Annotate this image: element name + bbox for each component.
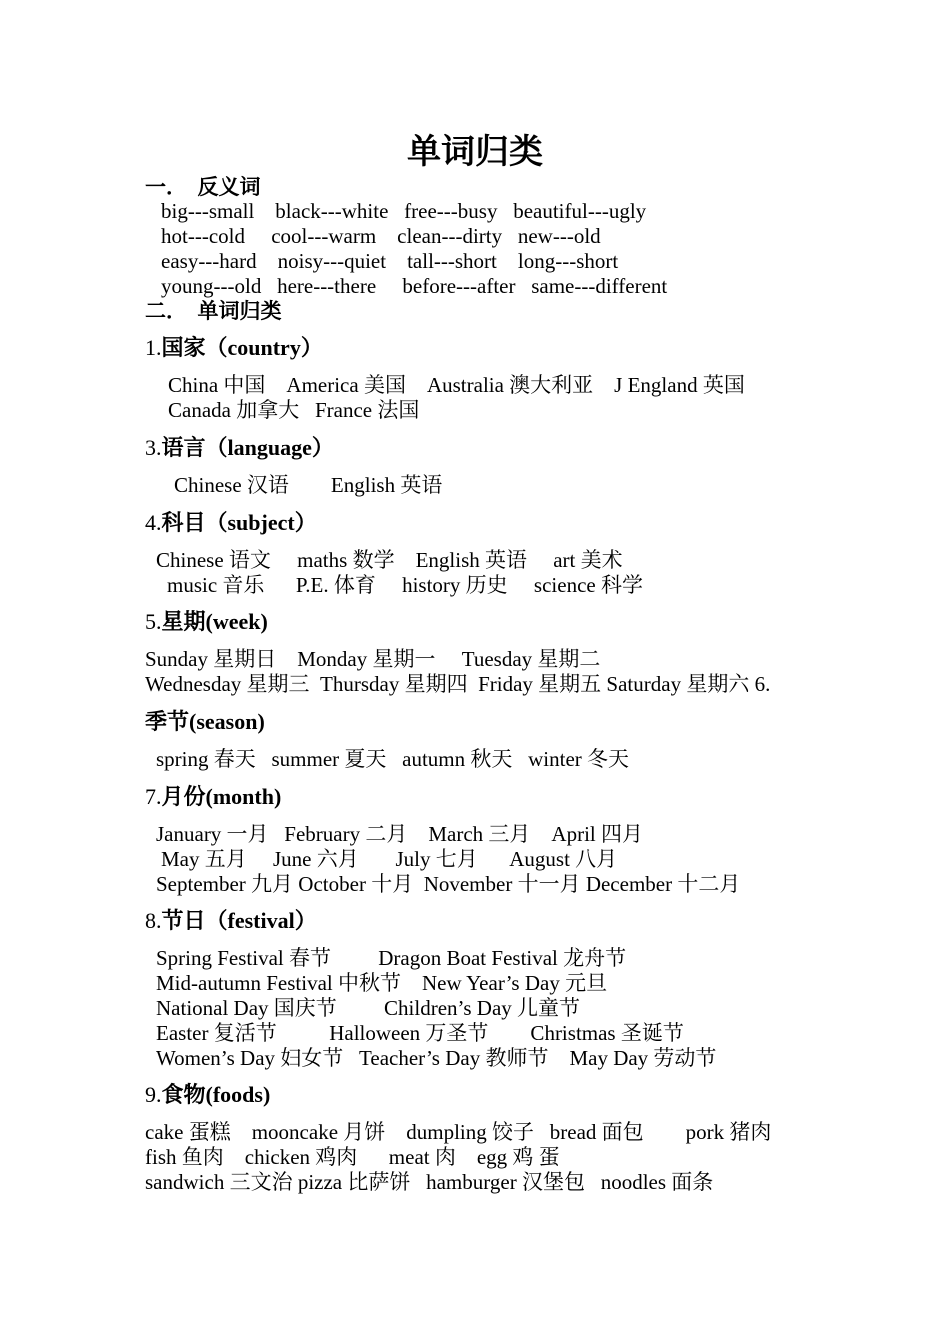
word-line: Chinese 汉语 English 英语 (174, 473, 443, 497)
word-line: Women’s Day 妇女节 Teacher’s Day 教师节 May Day 劳动节 (156, 1046, 717, 1070)
section-heading-season (145, 708, 265, 736)
section-number: 9. (145, 1082, 162, 1107)
section-title: 食物(foods) (161, 1082, 271, 1107)
word-line: fish 鱼肉 chicken 鸡肉 meat 肉 egg 鸡 蛋 (145, 1145, 560, 1169)
section-heading-language (145, 434, 334, 462)
word-line: Easter 复活节 Halloween 万圣节 Christmas 圣诞节 (156, 1021, 684, 1045)
word-line: China 中国 America 美国 Australia 澳大利亚 J England 英国 (168, 373, 745, 397)
section-heading-country (145, 334, 323, 362)
word-line: cake 蛋糕 mooncake 月饼 dumpling 饺子 bread 面包 pork 猪肉 (145, 1120, 772, 1144)
antonym-line: hot---cold cool---warm clean---dirty new---old (161, 224, 601, 248)
categories-heading: 二． 单词归类 (145, 299, 282, 323)
section-title: 节日（festival） (161, 908, 317, 933)
word-line: Sunday 星期日 Monday 星期一 Tuesday 星期二 (145, 647, 601, 671)
section-number: 5. (145, 609, 162, 634)
word-line: sandwich 三文治 pizza 比萨饼 hamburger 汉堡包 noodles 面条 (145, 1170, 714, 1194)
word-line: National Day 国庆节 Children’s Day 儿童节 (156, 996, 581, 1020)
section-number: 4. (145, 510, 162, 535)
section-title: 科目（subject） (161, 510, 317, 535)
section-title: 国家（country） (161, 335, 323, 360)
section-number: 1. (145, 335, 162, 360)
word-line: September 九月 October 十月 November 十一月 December 十二月 (156, 872, 741, 896)
antonym-line: easy---hard noisy---quiet tall---short long---short (161, 249, 619, 273)
word-line: May 五月 June 六月 July 七月 August 八月 (161, 847, 618, 871)
word-line: spring 春天 summer 夏天 autumn 秋天 winter 冬天 (156, 747, 630, 771)
section-heading-festival (145, 907, 317, 935)
word-line: Canada 加拿大 France 法国 (168, 398, 420, 422)
section-heading-month (145, 783, 281, 811)
word-line: music 音乐 P.E. 体育 history 历史 science 科学 (167, 573, 643, 597)
section-title: 星期(week) (161, 609, 268, 634)
page-title: 单词归类 (407, 134, 543, 171)
word-line: Chinese 语文 maths 数学 English 英语 art 美术 (156, 548, 623, 572)
section-title: 语言（language） (161, 435, 334, 460)
antonyms-heading: 一． 反义词 (145, 175, 261, 199)
section-heading-week (145, 608, 268, 636)
section-number: 7. (145, 784, 162, 809)
section-number: 8. (145, 908, 162, 933)
antonym-line: big---small black---white free---busy beautiful---ugly (161, 199, 647, 223)
word-line: Wednesday 星期三 Thursday 星期四 Friday 星期五 Saturday 星期六 6. (145, 672, 771, 696)
section-heading-subject (145, 509, 317, 537)
section-heading-foods (145, 1081, 270, 1109)
section-title: 季节(season) (145, 709, 265, 734)
section-title: 月份(month) (161, 784, 282, 809)
antonym-line: young---old here---there before---after same---different (161, 274, 668, 298)
section-number: 3. (145, 435, 162, 460)
word-line: Spring Festival 春节 Dragon Boat Festival 龙舟节 (156, 946, 627, 970)
word-line: January 一月 February 二月 March 三月 April 四月 (156, 822, 643, 846)
word-line: Mid-autumn Festival 中秋节 New Year’s Day 元旦 (156, 971, 608, 995)
